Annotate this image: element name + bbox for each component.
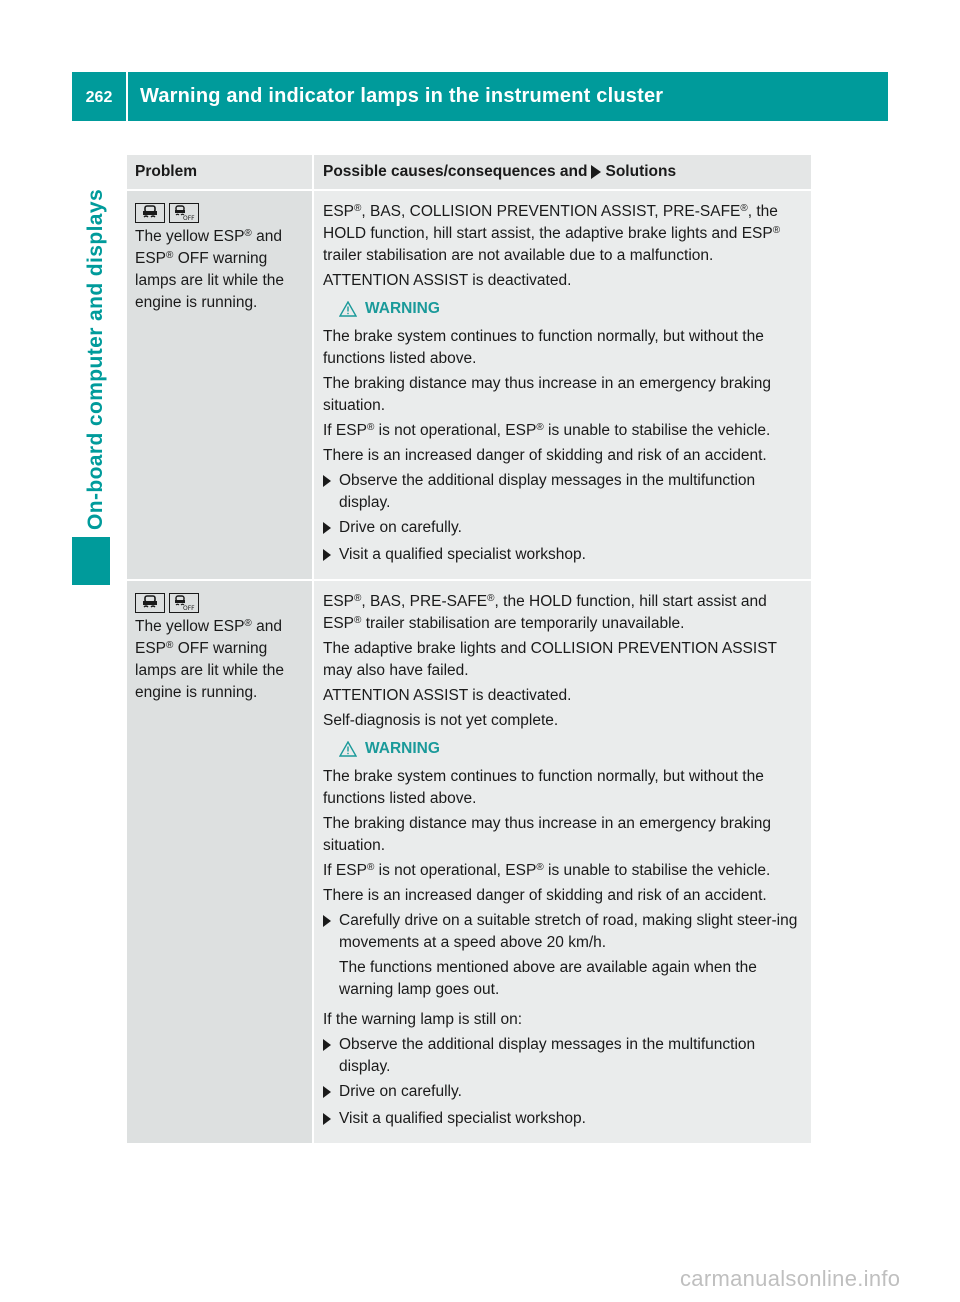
problem-text: and: [251, 228, 282, 245]
problem-cell: [127, 191, 314, 579]
side-tab-label: On-board computer and displays: [84, 188, 107, 530]
solution-cell: [314, 191, 811, 579]
step-arrow-icon: [323, 910, 339, 954]
warning-text: The brake system continues to function normally, but without the functions listed above.: [323, 328, 764, 367]
table-row: [127, 581, 811, 1143]
cause-text: ATTENTION ASSIST is deactivated.: [323, 687, 572, 704]
step-arrow-icon: [323, 544, 339, 568]
svg-text:OFF: OFF: [183, 605, 195, 612]
cause-text: ESP®, BAS, COLLISION PREVENTION ASSIST, PRE-SAFE®, the HOLD function, hill start assist, the adaptive brake lights and ESP® trailer stabilisation are not available due to a malfunction.: [323, 203, 781, 264]
step-arrow-icon: [591, 165, 601, 179]
solution-step-continuation: The functions mentioned above are available again when the warning lamp goes out.: [339, 959, 757, 998]
esp-off-lamp-icon: [169, 593, 199, 613]
problem-text: and: [251, 618, 282, 635]
warning-text: There is an increased danger of skidding and risk of an accident.: [323, 447, 767, 464]
solution-step: Observe the additional display messages in the multifunction display.: [323, 1034, 805, 1078]
registered-mark: ®: [244, 618, 252, 629]
esp-lamp-icon: [135, 593, 165, 613]
solution-step: Visit a qualified specialist workshop.: [323, 544, 805, 568]
esp-off-lamp-icon: [169, 203, 199, 223]
header-bar: [72, 72, 888, 121]
warning-triangle-icon: [339, 741, 357, 757]
warning-text: The braking distance may thus increase in an emergency braking situation.: [323, 815, 772, 854]
cause-text: The adaptive brake lights and COLLISION PREVENTION ASSIST may also have failed.: [323, 640, 777, 679]
solution-step: Observe the additional display messages in the multifunction display.: [323, 470, 805, 514]
warning-text: The brake system continues to function normally, but without the functions listed above.: [323, 768, 764, 807]
page-title: Warning and indicator lamps in the instrument cluster: [140, 85, 664, 107]
column-header-solutions: [314, 155, 811, 189]
solution-step: Drive on carefully.: [323, 1081, 805, 1105]
step-arrow-icon: [323, 470, 339, 514]
problem-text: lamps are lit while the: [135, 272, 285, 289]
warning-label: WARNING: [365, 740, 440, 757]
problem-text: The yellow ESP: [135, 618, 245, 635]
problem-text: ESP: [135, 640, 167, 657]
warning-text: There is an increased danger of skidding and risk of an accident.: [323, 887, 767, 904]
cause-text: Self-diagnosis is not yet complete.: [323, 712, 559, 729]
problem-text: ESP: [135, 250, 167, 267]
step-arrow-icon: [323, 1081, 339, 1105]
step-arrow-icon: [323, 517, 339, 541]
solution-cell: [314, 581, 811, 1143]
warning-label: WARNING: [365, 300, 440, 317]
page-number: 262: [85, 88, 113, 106]
column-header-problem: Problem: [127, 155, 314, 189]
side-tab-marker: [72, 537, 110, 585]
column-header-solutions-prefix: Possible causes/consequences and: [323, 163, 588, 180]
watermark: carmanualsonline.info: [680, 1266, 901, 1291]
problem-solution-table: [127, 155, 811, 1143]
problem-cell: [127, 581, 314, 1143]
column-header-solutions-suffix: Solutions: [605, 163, 677, 180]
problem-text: engine is running.: [135, 294, 258, 311]
registered-mark: ®: [166, 640, 174, 651]
esp-lamp-icon: [135, 203, 165, 223]
solution-step: Visit a qualified specialist workshop.: [323, 1108, 805, 1132]
warning-text: If ESP® is not operational, ESP® is unable to stabilise the vehicle.: [323, 422, 771, 439]
cause-text: If the warning lamp is still on:: [323, 1011, 523, 1028]
step-arrow-icon: [323, 1108, 339, 1132]
problem-text: OFF warning: [173, 640, 268, 657]
warning-triangle-icon: [339, 301, 357, 317]
problem-text: OFF warning: [173, 250, 268, 267]
cause-text: ATTENTION ASSIST is deactivated.: [323, 272, 572, 289]
warning-text: The braking distance may thus increase in an emergency braking situation.: [323, 375, 772, 414]
problem-text: lamps are lit while the: [135, 662, 285, 679]
svg-text:OFF: OFF: [183, 215, 195, 222]
registered-mark: ®: [244, 228, 252, 239]
header-divider: [126, 72, 128, 121]
warning-heading: [339, 740, 805, 758]
table-row: [127, 191, 811, 579]
solution-step: Drive on carefully.: [323, 517, 805, 541]
table-header-row: [127, 155, 811, 189]
step-arrow-icon: [323, 1034, 339, 1078]
problem-text: engine is running.: [135, 684, 258, 701]
warning-heading: [339, 300, 805, 318]
problem-text: The yellow ESP: [135, 228, 245, 245]
registered-mark: ®: [166, 250, 174, 261]
solution-step: Carefully drive on a suitable stretch of road, making slight steer-ing movements at a speed above 20 km/h.: [323, 910, 805, 954]
cause-text: ESP®, BAS, PRE-SAFE®, the HOLD function, hill start assist and ESP® trailer stabilisation are temporarily unavailable.: [323, 593, 767, 632]
warning-text: If ESP® is not operational, ESP® is unable to stabilise the vehicle.: [323, 862, 771, 879]
